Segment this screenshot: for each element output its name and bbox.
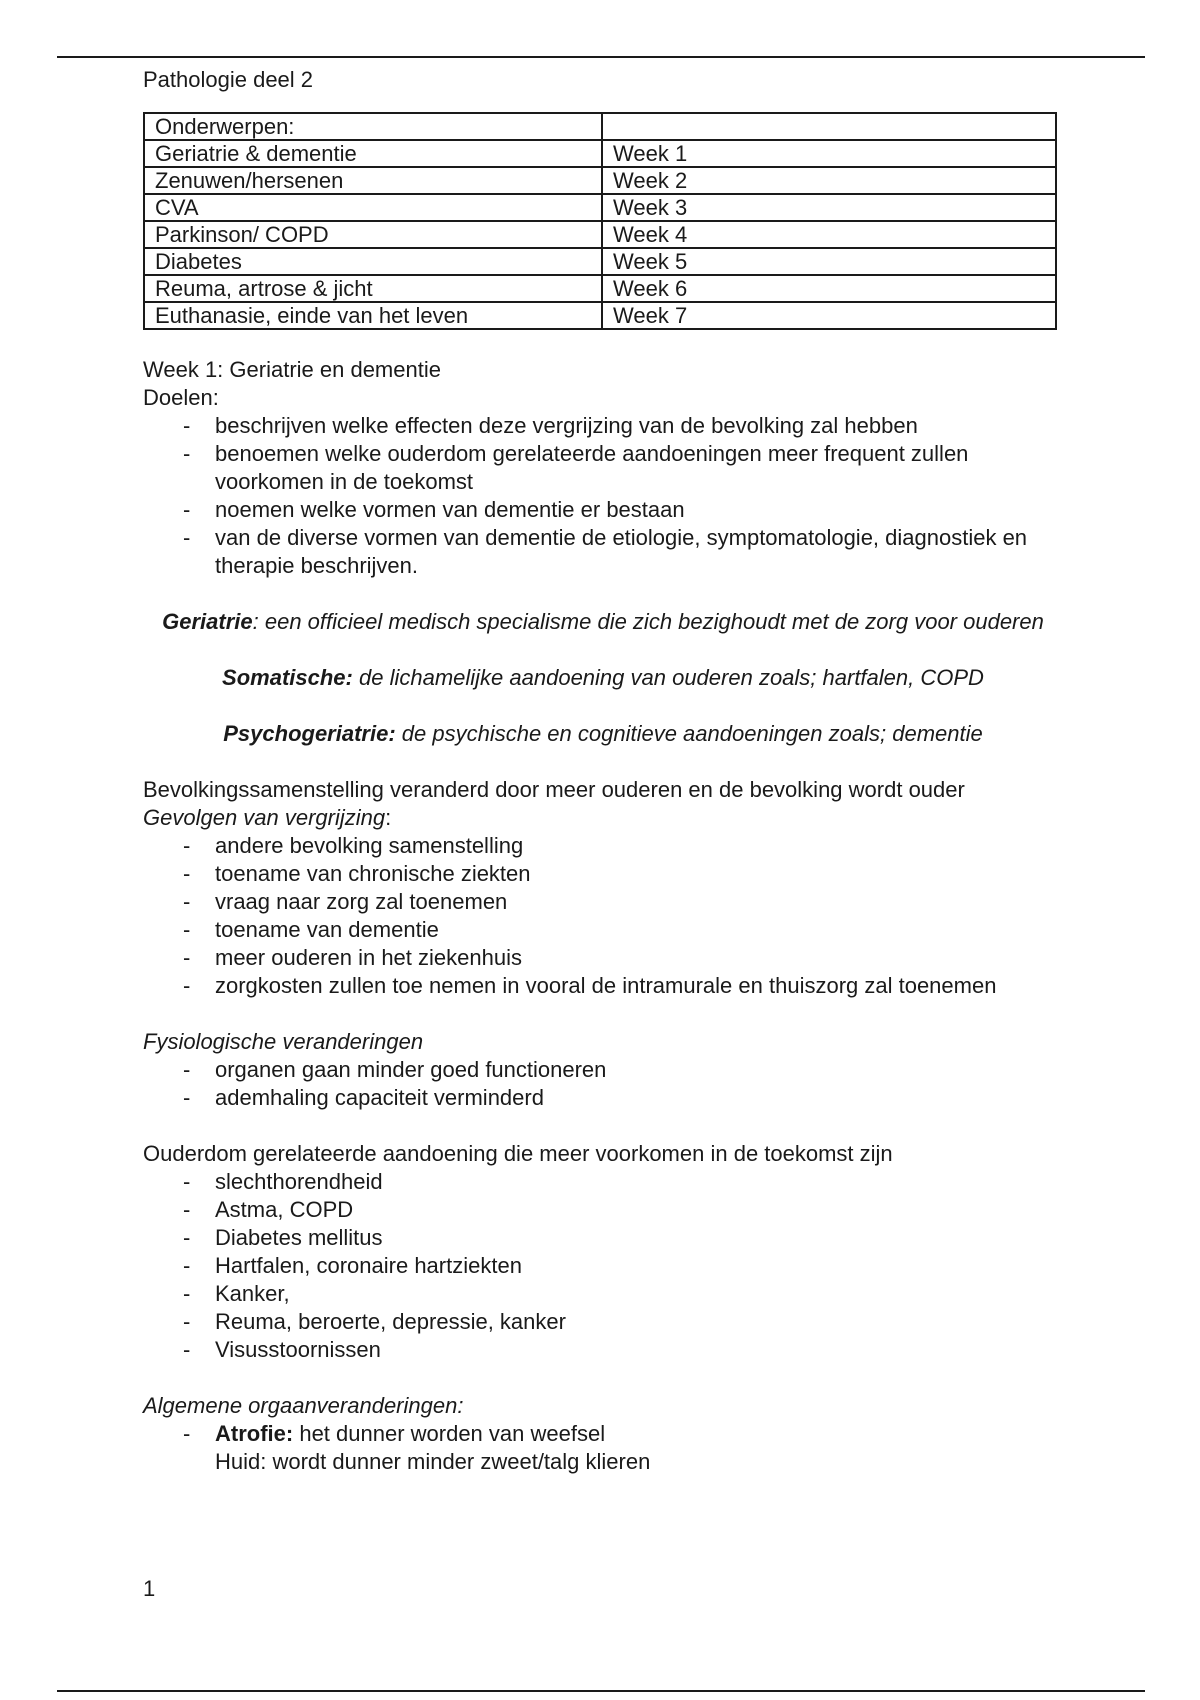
document-body [143,66,1063,1476]
physiological-label: Fysiologische veranderingen [143,1029,424,1054]
list-item: - beschrijven welke effecten deze vergrijzing van de bevolking zal hebben [183,413,918,438]
table-row [144,302,1056,329]
goals-label: Doelen: [143,385,219,410]
list-item: - Visusstoornissen [183,1337,381,1362]
dash-marker: - [183,1057,191,1082]
dash-marker: - [183,1197,191,1222]
dash-marker: - [183,973,191,998]
population-statement: Bevolkingssamenstelling veranderd door meer ouderen en de bevolking wordt ouder [143,777,965,802]
dash-marker: - [183,1281,191,1306]
dash-marker: - [183,889,191,914]
table-row [144,194,1056,221]
week-cell: Week 1 [602,140,1056,167]
topic-cell: Diabetes [144,248,602,275]
topic-cell: Geriatrie & dementie [144,140,602,167]
list-item: - zorgkosten zullen toe nemen in vooral de intramurale en thuiszorg zal toenemen [183,973,997,998]
dash-marker: - [183,497,191,522]
definition-geriatrie: Geriatrie: een officieel medisch specialisme die zich bezighoudt met de zorg voor ouderen [162,609,1044,634]
age-related-label: Ouderdom gerelateerde aandoening die meer voorkomen in de toekomst zijn [143,1141,893,1166]
dash-marker: - [183,441,191,466]
list-item: - van de diverse vormen van dementie de etiologie, symptomatologie, diagnostiek en therapie beschrijven. [183,525,1028,578]
consequences-list [143,832,1063,1000]
list-item: - Kanker, [183,1281,290,1306]
dash-marker: - [183,1309,191,1334]
consequences-label: Gevolgen van vergrijzing: [143,805,392,830]
table-row [144,248,1056,275]
topic-cell: Zenuwen/hersenen [144,167,602,194]
table-row [144,221,1056,248]
list-item: - Hartfalen, coronaire hartziekten [183,1253,522,1278]
table-row [144,167,1056,194]
dash-marker: - [183,917,191,942]
dash-marker: - [183,1169,191,1194]
list-item: - Atrofie: het dunner worden van weefsel [183,1421,606,1446]
dash-marker: - [183,833,191,858]
dash-marker: - [183,1421,191,1446]
table-row [144,275,1056,302]
list-item: - Astma, COPD [183,1197,354,1222]
dash-marker: - [183,1225,191,1250]
list-item: - meer ouderen in het ziekenhuis [183,945,522,970]
dash-marker: - [183,1085,191,1110]
topic-cell: CVA [144,194,602,221]
list-item: - andere bevolking samenstelling [183,833,524,858]
week-cell: Week 5 [602,248,1056,275]
header-rule [57,56,1145,58]
page-number: 1 [143,1576,156,1601]
goals-list [143,412,1063,580]
dash-marker: - [183,525,191,550]
dash-marker: - [183,1253,191,1278]
list-item: - benoemen welke ouderdom gerelateerde aandoeningen meer frequent zullen voorkomen in de toekomst [183,441,969,494]
footer-rule [57,1690,1145,1692]
age-related-list [143,1168,1063,1364]
list-item: - slechthorendheid [183,1169,383,1194]
list-item: - noemen welke vormen van dementie er bestaan [183,497,685,522]
week-cell: Week 7 [602,302,1056,329]
definition-somatische: Somatische: de lichamelijke aandoening van ouderen zoals; hartfalen, COPD [222,665,984,690]
table-header-row [144,113,1056,140]
dash-marker: - [183,945,191,970]
topic-cell: Reuma, artrose & jicht [144,275,602,302]
dash-marker: - [183,1337,191,1362]
week-cell: Week 2 [602,167,1056,194]
week-cell: Week 3 [602,194,1056,221]
physiological-list [143,1056,1063,1112]
list-item-continuation: Huid: wordt dunner minder zweet/talg klieren [215,1449,651,1474]
topic-cell: Euthanasie, einde van het leven [144,302,602,329]
list-item: - toename van chronische ziekten [183,861,531,886]
document-title: Pathologie deel 2 [143,67,314,92]
table-header-cell [602,113,1056,140]
list-item: - toename van dementie [183,917,439,942]
list-item: - vraag naar zorg zal toenemen [183,889,508,914]
topic-cell: Parkinson/ COPD [144,221,602,248]
organ-changes-label: Algemene orgaanveranderingen: [143,1393,464,1418]
week-cell: Week 6 [602,275,1056,302]
week-cell: Week 4 [602,221,1056,248]
definition-psychogeriatrie: Psychogeriatrie: de psychische en cognitieve aandoeningen zoals; dementie [223,721,983,746]
dash-marker: - [183,861,191,886]
list-item: - ademhaling capaciteit verminderd [183,1085,544,1110]
week1-heading: Week 1: Geriatrie en dementie [143,357,441,382]
table-header-cell: Onderwerpen: [144,113,602,140]
list-item: - Reuma, beroerte, depressie, kanker [183,1309,566,1334]
topics-table [143,112,1057,330]
organ-changes-list [143,1420,1063,1476]
table-row [144,140,1056,167]
list-item: - organen gaan minder goed functioneren [183,1057,607,1082]
dash-marker: - [183,413,191,438]
list-item: - Diabetes mellitus [183,1225,383,1250]
